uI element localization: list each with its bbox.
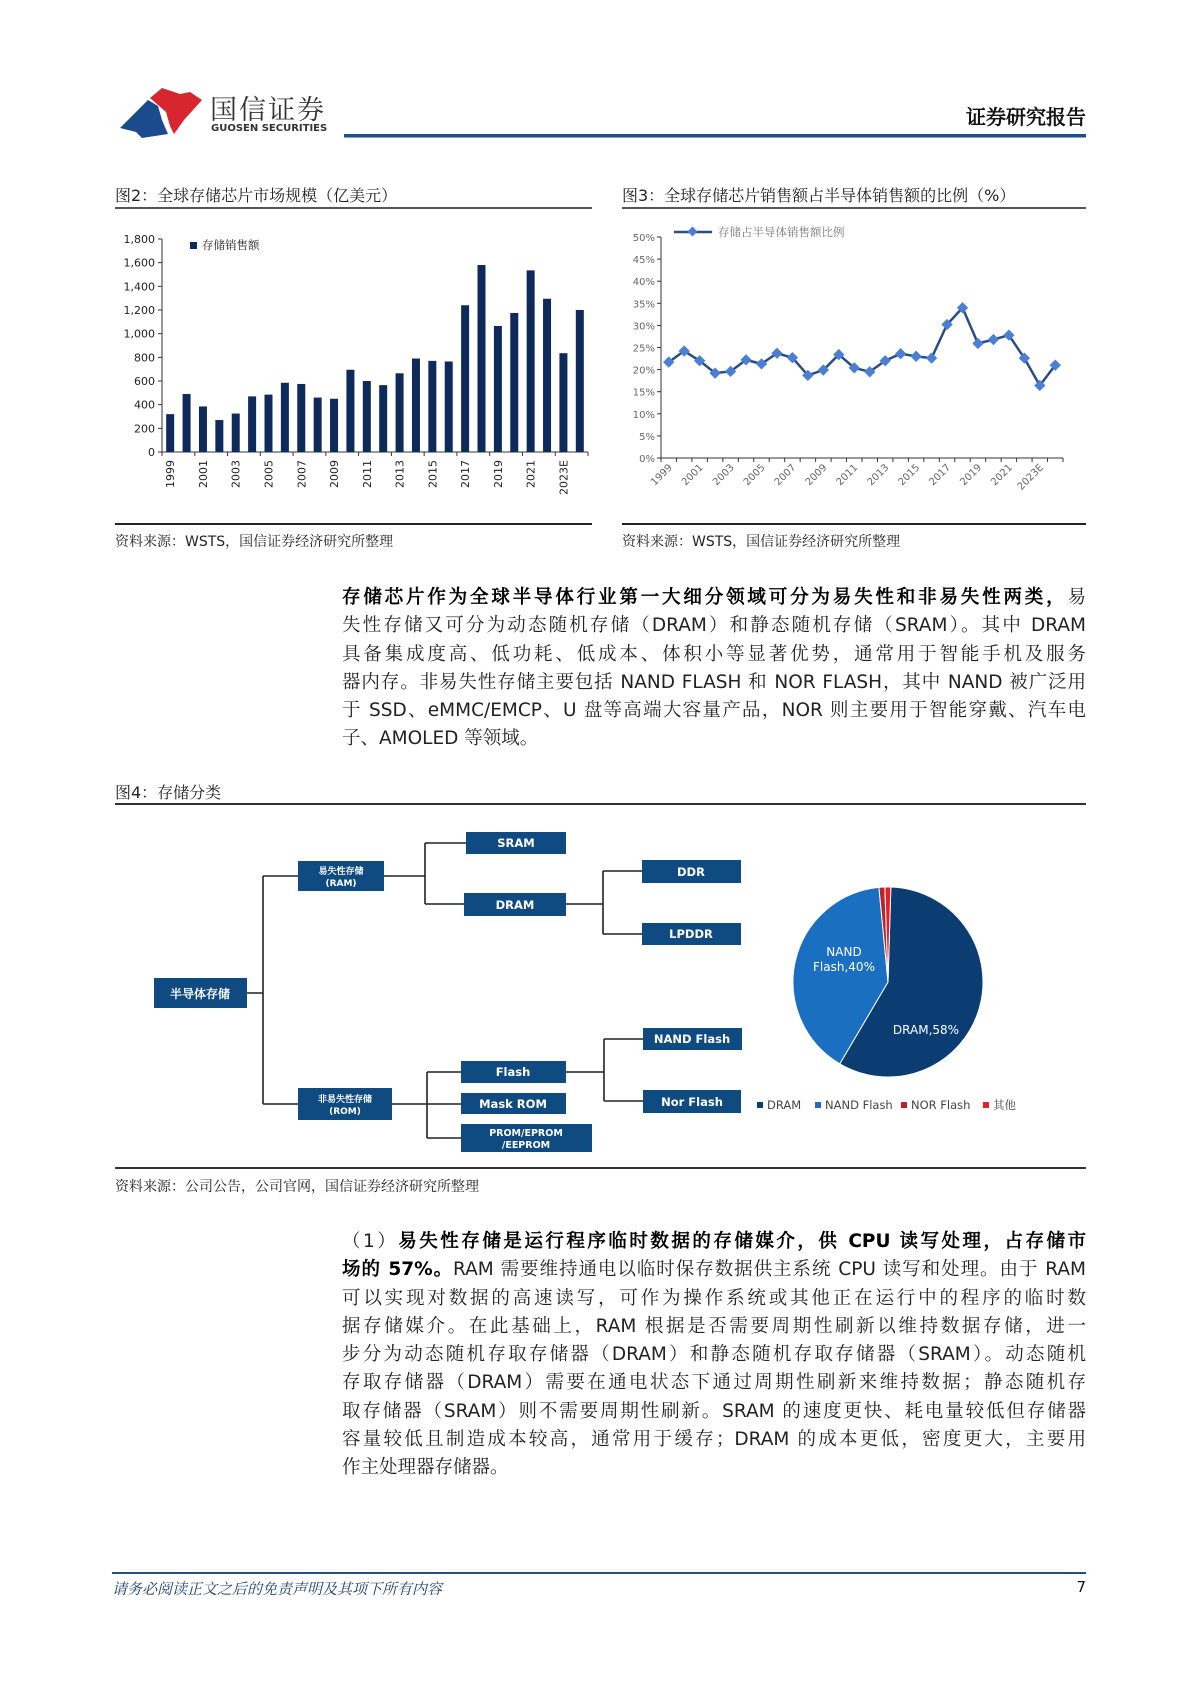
x-tick-label: 2015 — [896, 462, 923, 489]
legend-swatch — [901, 1102, 907, 1108]
bar — [527, 270, 535, 452]
text: 存取存储器（DRAM）需要在通电状态下通过周期性刷新来维持数据；静态随机存 — [342, 1372, 1086, 1394]
text-line — [342, 1228, 1086, 1256]
bar — [166, 414, 174, 452]
connector-root — [247, 876, 298, 1104]
svg-text:(ROM): (ROM) — [329, 1107, 361, 1117]
bar — [559, 353, 567, 452]
svg-text:Mask ROM: Mask ROM — [479, 1097, 547, 1111]
fig4-source-rule — [115, 1167, 1086, 1169]
x-tick-label: 2003 — [229, 460, 243, 488]
text-line — [342, 1341, 1086, 1369]
x-tick-label: 2009 — [328, 460, 342, 488]
text: 据存储媒介。在此基础上，RAM 根据是否需要周期性刷新以维持数据存储，进一 — [342, 1315, 1086, 1337]
x-tick-label: 2013 — [393, 460, 407, 488]
text: 作主处理器存储器。 — [342, 1457, 509, 1479]
y-tick-label: 1,600 — [123, 256, 155, 270]
svg-text:LPDDR: LPDDR — [669, 927, 713, 941]
y-tick-label: 30% — [632, 321, 655, 333]
fig3-source-rule — [622, 523, 1086, 525]
node-ram — [298, 861, 384, 891]
bar — [494, 326, 502, 452]
legend-marker — [688, 227, 698, 237]
paragraph-volatile-storage — [342, 1228, 1086, 1483]
pie-chart — [757, 887, 1016, 1112]
legend-swatch — [190, 242, 197, 249]
bar — [576, 310, 584, 452]
x-tick-label: 2011 — [360, 460, 374, 488]
data-point — [910, 351, 921, 362]
bar — [428, 361, 436, 452]
charts-canvas — [0, 0, 1200, 530]
text: 步分为动态随机存取存储器（DRAM）和静态随机存取存储器（SRAM）。动态随机 — [342, 1344, 1086, 1366]
text: 于 SSD、eMMC/EMCP、U 盘等高端大容量产品，NOR 则主要用于智能穿戴、汽车电 — [342, 700, 1086, 722]
bar — [363, 381, 371, 452]
x-tick-label: 2021 — [989, 462, 1016, 489]
y-tick-label: 35% — [632, 299, 655, 311]
text-line — [342, 669, 1086, 697]
svg-text:DRAM: DRAM — [495, 898, 535, 912]
bar — [330, 399, 338, 452]
line-chart — [633, 225, 1063, 493]
node-prom-eprom-eeprom — [461, 1124, 592, 1152]
legend-swatch — [757, 1102, 763, 1108]
text-line — [342, 1454, 1086, 1482]
x-tick-label: 2017 — [459, 460, 473, 488]
fig3-source: 资料来源：WSTS，国信证券经济研究所整理 — [622, 534, 901, 550]
y-tick-label: 5% — [639, 431, 655, 443]
x-tick-label: 2013 — [865, 462, 892, 489]
text-line — [342, 1285, 1086, 1313]
x-tick-label: 2019 — [491, 460, 505, 488]
bar — [412, 359, 420, 452]
legend-label: NOR Flash — [911, 1098, 971, 1112]
page-number: 7 — [1076, 1578, 1086, 1596]
bar — [281, 383, 289, 452]
text: RAM 需要维持通电以临时保存数据供主系统 CPU 读写和处理。由于 RAM — [453, 1259, 1086, 1281]
text-line — [342, 641, 1086, 669]
bar — [445, 361, 453, 452]
x-tick-label: 2015 — [426, 460, 440, 488]
svg-text:PROM/EPROM: PROM/EPROM — [489, 1128, 563, 1139]
data-point — [972, 338, 983, 349]
connector-flash — [566, 1039, 643, 1101]
bar — [396, 373, 404, 452]
text: 子、AMOLED 等领域。 — [342, 728, 539, 750]
svg-text:非易失性存储: 非易失性存储 — [317, 1095, 373, 1105]
bar — [379, 385, 387, 452]
x-tick-label: 2009 — [803, 462, 830, 489]
legend-swatch — [815, 1102, 821, 1108]
legend-label: 存储占半导体销售额比例 — [718, 225, 845, 239]
text: 易 — [1067, 587, 1086, 608]
text: 可以实现对数据的高速读写，可作为操作系统或其他正在运行中的程序的临时数 — [342, 1287, 1086, 1309]
bar — [232, 414, 240, 452]
x-tick-label: 1999 — [649, 462, 675, 489]
x-tick-label: 2007 — [295, 460, 309, 488]
brand-name-cn: 国信证券 — [210, 95, 326, 126]
text: 容量较低且制造成本较高，通常用于缓存；DRAM 的成本更低，密度更大，主要用 — [342, 1429, 1086, 1451]
text-line — [342, 725, 1086, 753]
node-nand-flash — [643, 1028, 742, 1050]
svg-text:NAND Flash: NAND Flash — [653, 1032, 731, 1046]
fig4-title: 图4：存储分类 — [115, 783, 222, 802]
y-tick-label: 45% — [632, 255, 655, 267]
fig4-title-rule — [115, 803, 1086, 805]
y-tick-label: 0% — [639, 454, 655, 465]
bold-text: 场的 57%。 — [342, 1259, 454, 1281]
y-tick-label: 50% — [632, 233, 655, 244]
y-tick-label: 20% — [632, 365, 655, 377]
svg-text:SRAM: SRAM — [497, 836, 535, 850]
node-nor-flash — [643, 1090, 741, 1113]
fig2-source-rule — [115, 523, 592, 525]
legend-swatch — [983, 1102, 989, 1108]
y-tick-label: 1,400 — [123, 280, 155, 294]
x-tick-label: 2005 — [741, 462, 768, 489]
fig4-source: 资料来源：公司公告，公司官网，国信证券经济研究所整理 — [115, 1179, 479, 1195]
paragraph-storage-overview — [342, 584, 1086, 754]
node-semiconductor-storage — [154, 978, 247, 1008]
y-tick-label: 10% — [632, 409, 655, 421]
footer-divider — [112, 1572, 1086, 1574]
bar — [297, 384, 305, 452]
x-tick-label: 2005 — [262, 460, 276, 488]
legend-label: 其他 — [993, 1098, 1016, 1112]
svg-text:易失性存储: 易失性存储 — [318, 867, 364, 877]
bold-text: 存储芯片作为全球半导体行业第一大细分领域可分为易失性和非易失性两类， — [342, 587, 1068, 608]
legend-label: NAND Flash — [825, 1098, 893, 1112]
brand-name-en: GUOSEN SECURITIES — [211, 123, 328, 134]
y-tick-label: 600 — [134, 375, 155, 388]
svg-text:半导体存储: 半导体存储 — [169, 987, 231, 1001]
pie-label-nand: NAND — [826, 945, 862, 959]
y-tick-label: 25% — [632, 343, 655, 355]
text: 具备集成度高、低功耗、低成本、体积小等显著优势，通常用于智能手机及服务 — [342, 643, 1086, 665]
text-line — [342, 584, 1086, 612]
text-line — [342, 1426, 1086, 1454]
text-line — [342, 1398, 1086, 1426]
y-tick-label: 1,200 — [123, 304, 155, 317]
node-lpddr — [642, 923, 741, 945]
x-tick-label: 2017 — [927, 462, 954, 489]
x-tick-label: 2001 — [196, 460, 210, 488]
connector-rom — [392, 1072, 461, 1138]
data-point — [988, 334, 999, 345]
x-tick-label: 2023E — [1015, 462, 1046, 493]
y-tick-label: 15% — [632, 387, 655, 399]
node-sram — [466, 832, 566, 854]
bar — [314, 398, 322, 452]
x-tick-label: 1999 — [164, 460, 178, 488]
data-point — [926, 352, 937, 363]
bold-text: 易失性存储是运行程序临时数据的存储媒介，供 CPU 读写处理，占存储市 — [398, 1231, 1086, 1252]
bar — [461, 305, 469, 452]
y-tick-label: 200 — [134, 422, 155, 436]
node-dram — [464, 893, 566, 916]
bar — [183, 394, 191, 452]
node-flash — [461, 1061, 566, 1083]
node-mask-rom — [461, 1093, 566, 1114]
fig2-title: 图2：全球存储芯片市场规模（亿美元） — [115, 186, 398, 205]
x-tick-label: 2021 — [524, 460, 538, 488]
text: （1） — [342, 1231, 399, 1252]
bar — [215, 420, 223, 452]
bar — [543, 299, 551, 452]
fig2-source: 资料来源：WSTS，国信证券经济研究所整理 — [115, 534, 394, 550]
x-tick-label: 2019 — [958, 462, 985, 489]
svg-text:(RAM): (RAM) — [325, 879, 357, 889]
bar — [199, 406, 207, 452]
y-tick-label: 400 — [134, 398, 155, 412]
text: 取存储器（SRAM）则不需要周期性刷新。SRAM 的速度更快、耗电量较低但存储器 — [342, 1400, 1086, 1422]
svg-text:DDR: DDR — [677, 865, 705, 879]
node-rom — [298, 1088, 392, 1120]
text: 失性存储又可分为动态随机存储（DRAM）和静态随机存储（SRAM）。其中 DRAM — [342, 615, 1086, 637]
connector-dram — [566, 871, 642, 934]
pie-label-dram: DRAM,58% — [892, 1023, 960, 1037]
y-tick-label: 0 — [148, 446, 155, 459]
bar-chart — [124, 233, 589, 495]
y-tick-label: 1,000 — [123, 327, 155, 341]
text-line — [342, 1313, 1086, 1341]
report-type: 证券研究报告 — [966, 105, 1086, 129]
storage-classification-diagram — [0, 820, 1200, 1165]
text-line — [342, 1369, 1086, 1397]
bar — [346, 370, 354, 452]
node-ddr — [642, 860, 741, 883]
svg-text:Flash: Flash — [495, 1065, 531, 1079]
fig3-title: 图3：全球存储芯片销售额占半导体销售额的比例（%） — [622, 186, 1016, 205]
x-tick-label: 2003 — [710, 462, 737, 489]
bar — [510, 313, 518, 452]
text-line — [342, 697, 1086, 725]
svg-text:/EEPROM: /EEPROM — [501, 1140, 551, 1151]
text: 器内存。非易失性存储主要包括 NAND FLASH 和 NOR FLASH，其中 NAND 被广泛用 — [342, 671, 1086, 693]
pie-label-nand: Flash,40% — [813, 960, 875, 974]
legend-label: DRAM — [767, 1098, 802, 1112]
x-tick-label: 2007 — [772, 462, 799, 489]
y-tick-label: 1,800 — [123, 233, 155, 246]
svg-text:Nor Flash: Nor Flash — [661, 1095, 723, 1109]
bar — [248, 396, 256, 452]
data-point — [895, 348, 906, 359]
series-line — [669, 308, 1056, 386]
y-tick-label: 800 — [134, 351, 155, 365]
bar — [478, 265, 486, 452]
connector-ram — [384, 843, 466, 904]
bar — [265, 395, 273, 452]
x-tick-label: 2023E — [557, 460, 571, 495]
x-tick-label: 2011 — [834, 462, 861, 489]
text-line — [342, 1256, 1086, 1284]
legend-label: 存储销售额 — [202, 238, 260, 252]
text-line — [342, 612, 1086, 640]
footer-disclaimer: 请务必阅读正文之后的免责声明及其项下所有内容 — [112, 1580, 443, 1598]
x-tick-label: 2001 — [679, 462, 706, 489]
y-tick-label: 40% — [632, 277, 655, 289]
